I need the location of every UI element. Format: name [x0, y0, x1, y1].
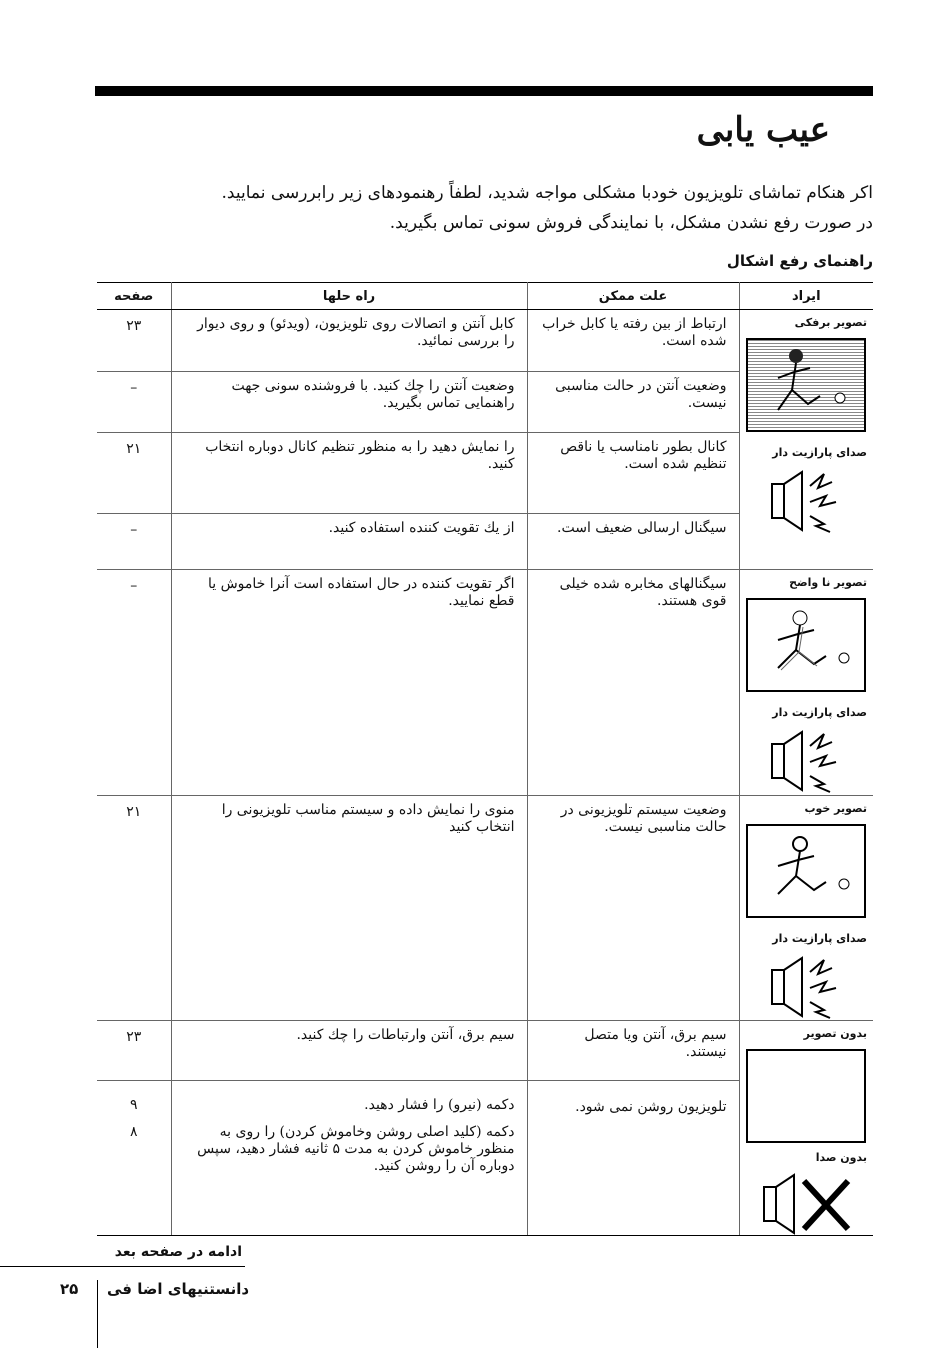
- intro-line-1: اکر هنکام تماشای تلویزیون خودبا مشکلی مواجه شدید، لطفاً رهنمودهای زیر رابررسی نمایید.: [221, 183, 873, 203]
- solution-6: منوی را نمایش داده و سیستم مناسب تلویزیونی را انتخاب کنید: [171, 796, 527, 1021]
- symptom-label-snow: تصویر برفکی: [794, 316, 867, 329]
- intro-line-2: در صورت رفع نشدن مشکل، با نمایندگی فروش سونی تماس بگیرید.: [389, 213, 873, 233]
- page-4: –: [97, 514, 171, 570]
- footer-label: دانستنیهای اضا فی: [107, 1280, 250, 1298]
- symptom-label-good: تصویر خوب: [804, 802, 867, 815]
- header-cause: علت ممکن: [527, 283, 739, 310]
- page-5: –: [97, 570, 171, 796]
- blurry-picture-icon: [746, 598, 866, 692]
- header-rule: [95, 86, 873, 96]
- symptom-cell-blurry: [739, 570, 873, 796]
- noisy-speaker-icon: [766, 468, 846, 534]
- cause-8: تلویزیون روشن نمی شود.: [527, 1081, 739, 1236]
- footer-rule: [0, 1266, 245, 1267]
- solution-2: وضعیت آنتن را چك كنید. با فروشنده سونی جهت راهنمایی تماس بگیرید.: [171, 372, 527, 433]
- page-number: ۲۵: [60, 1280, 79, 1298]
- page-8a: ۹: [129, 1097, 138, 1114]
- page-3: ۲۱: [97, 433, 171, 514]
- page-1: ۲۳: [97, 310, 171, 372]
- cause-2: وضعیت آنتن در حالت مناسبی نیست.: [527, 372, 739, 433]
- symptom-label-noise: صدای پارازیت دار: [772, 446, 867, 459]
- page-8: [97, 1081, 171, 1236]
- header-solution: راه حلها: [171, 283, 527, 310]
- symptom-cell-nopic: [739, 1021, 873, 1236]
- solution-8a: دکمه (نیرو) را فشار دهید.: [364, 1097, 515, 1114]
- symptom-cell-snow: [739, 310, 873, 570]
- page-title: عیب یابی: [696, 110, 830, 150]
- cause-6: وضعیت سیستم تلویزیونی در حالت مناسبی نیست.: [527, 796, 739, 1021]
- noisy-speaker-icon: [766, 728, 846, 794]
- page-6: ۲۱: [97, 796, 171, 1021]
- solution-3: را نمایش دهید را به منظور تنظیم کانال دوباره انتخاب کنید.: [171, 433, 527, 514]
- solution-4: از یك تقویت کننده استفاده کنید.: [171, 514, 527, 570]
- page-8b: ۸: [129, 1124, 138, 1141]
- muted-speaker-icon: [756, 1173, 856, 1235]
- header-symptom: ایراد: [739, 283, 873, 310]
- continued-note: ادامه در صفحه بعد: [114, 1244, 242, 1260]
- cause-4: سیگنال ارسالی ضعیف است.: [527, 514, 739, 570]
- symptom-label-nopic: بدون تصویر: [803, 1027, 867, 1040]
- symptom-label-noise-3: صدای پارازیت دار: [772, 932, 867, 945]
- page-7: ۲۳: [97, 1021, 171, 1081]
- section-title: راهنمای رفع اشکال: [726, 252, 873, 270]
- solution-8b: دکمه (کلید اصلی روشن وخاموش کردن) را روی به منظور خاموش کردن به مدت ۵ ثانیه فشار دهید، سپس دوباره آن را روشن کنید.: [197, 1124, 515, 1175]
- blank-picture-icon: [746, 1049, 866, 1143]
- symptom-label-noise-2: صدای پارازیت دار: [772, 706, 867, 719]
- solution-7: سیم برق، آنتن وارتباطات را چك كنید.: [171, 1021, 527, 1081]
- solution-5: اگر تقویت کننده در حال استفاده است آنرا خاموش یا قطع نمایید.: [171, 570, 527, 796]
- cause-5: سیگنالهای مخابره شده خیلی قوی هستند.: [527, 570, 739, 796]
- solution-1: کابل آنتن و اتصالات روی تلویزیون، (ویدئو) و روی دیوار را بررسی نمائید.: [171, 310, 527, 372]
- symptom-label-nosound: بدون صدا: [815, 1151, 867, 1164]
- troubleshooting-table: [97, 282, 873, 1236]
- noisy-speaker-icon: [766, 954, 846, 1020]
- footer-divider: [97, 1280, 98, 1348]
- cause-1: ارتباط از بین رفته یا کابل خراب شده است.: [527, 310, 739, 372]
- page-2: –: [97, 372, 171, 433]
- snowy-picture-icon: [746, 338, 866, 432]
- cause-3: کانال بطور نامناسب یا ناقص تنظیم شده است.: [527, 433, 739, 514]
- good-picture-icon: [746, 824, 866, 918]
- header-page: صفحه: [97, 283, 171, 310]
- symptom-cell-good: [739, 796, 873, 1021]
- intro-text: [113, 178, 873, 238]
- cause-7: سیم برق، آنتن ویا متصل نیستند.: [527, 1021, 739, 1081]
- solution-8: [171, 1081, 527, 1236]
- symptom-label-blurry: تصویر نا واضح: [789, 576, 867, 589]
